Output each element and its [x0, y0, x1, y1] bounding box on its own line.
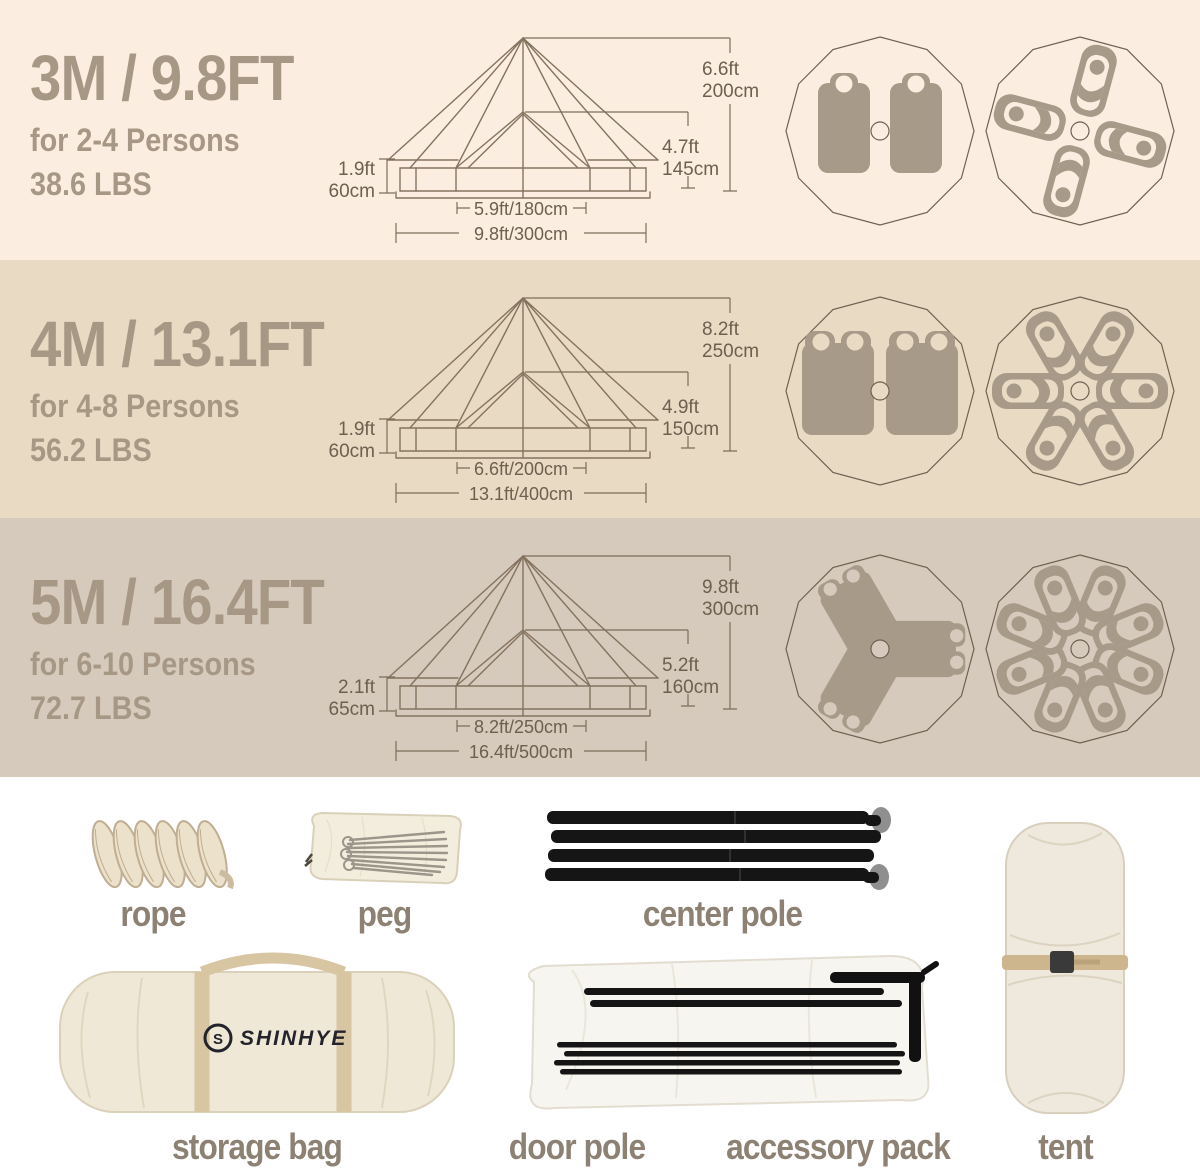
dim-total-width: 9.8ft/300cm: [473, 224, 569, 244]
rope-coils: [87, 818, 233, 890]
door-pole-accessory-image: [512, 950, 940, 1122]
dim-inner-width: 6.6ft/200cm: [473, 459, 569, 479]
dim-total-height-ft: 8.2ft: [702, 319, 739, 340]
peg-label: peg: [357, 893, 412, 934]
dim-inner-height-cm: 150cm: [662, 419, 720, 440]
tent-outline: [388, 38, 658, 198]
dim-wall-height-ft: 1.9ft: [338, 419, 375, 440]
floorplan-mattress-3m: [782, 33, 978, 229]
section-3m-titleblock: [30, 42, 329, 203]
accessory-pack-label: accessory pack: [726, 1126, 950, 1167]
tent-diagram-3m: [318, 26, 768, 254]
dim-total-height-ft: 9.8ft: [702, 577, 739, 598]
dim-total-width: 16.4ft/500cm: [468, 742, 574, 762]
dim-wall-height-ft: 2.1ft: [338, 677, 375, 698]
section-3m: [0, 0, 1200, 260]
section-5m-titleblock: [30, 566, 364, 727]
dim-inner-width: 5.9ft/180cm: [473, 199, 569, 219]
size-title: 5M / 16.4FT: [30, 566, 324, 638]
tent-diagram-4m: [318, 286, 768, 514]
dim-total-height-cm: 250cm: [702, 341, 760, 362]
center-pole-mark: [1071, 122, 1089, 140]
dim-inner-height-ft: 5.2ft: [662, 655, 699, 676]
pole-segments: [545, 807, 891, 890]
dim-wall-height-cm: 60cm: [328, 441, 375, 462]
dim-inner-height-cm: 145cm: [662, 159, 720, 180]
dim-total-height-cm: 300cm: [702, 599, 760, 620]
center-pole-mark: [871, 122, 889, 140]
section-5m: [0, 518, 1200, 777]
tent-roll-image: [988, 815, 1143, 1120]
dim-total-height-ft: 6.6ft: [702, 59, 739, 80]
sleeping-bag-icon: [1096, 373, 1168, 409]
logo-initial: S: [212, 1031, 224, 1048]
dim-inner-width: 8.2ft/250cm: [473, 717, 569, 737]
dim-wall-height-cm: 60cm: [328, 181, 375, 202]
tent-label: tent: [1038, 1126, 1093, 1167]
center-pole-label: center pole: [642, 893, 803, 934]
floorplan-mattress-4m: [782, 293, 978, 489]
size-title: 4M / 13.1FT: [30, 308, 324, 380]
dim-inner-height-ft: 4.7ft: [662, 137, 699, 158]
persons-subtitle: for 4-8 Persons: [30, 388, 240, 424]
logo-text: SHINHYE: [240, 1027, 348, 1050]
dim-total-width: 13.1ft/400cm: [468, 484, 574, 504]
mattress-icon: [890, 73, 942, 173]
storage-bag-image: [52, 948, 462, 1128]
weight-text: 38.6 LBS: [30, 166, 152, 202]
sleeping-bag-icon: [990, 91, 1069, 144]
center-pole-mark: [871, 640, 889, 658]
bag-handle: [202, 958, 344, 972]
sleeping-bag-icon: [1091, 118, 1170, 171]
floorplan-mattress-5m: [782, 551, 978, 747]
tent-outline: [388, 556, 658, 716]
sleeping-bag-icon: [992, 373, 1064, 409]
tent-outline: [388, 298, 658, 458]
weight-text: 72.7 LBS: [30, 690, 152, 726]
persons-subtitle: for 6-10 Persons: [30, 646, 256, 682]
persons-subtitle: for 2-4 Persons: [30, 122, 240, 158]
section-4m-titleblock: [30, 308, 364, 469]
double-mattress-icon: [886, 331, 958, 435]
dim-wall-height-ft: 1.9ft: [338, 159, 375, 180]
weight-text: 56.2 LBS: [30, 432, 152, 468]
components-section: [0, 777, 1200, 1172]
floorplan-sleepingbags-5m: [982, 551, 1178, 747]
sleeping-bag-icon: [1040, 142, 1093, 221]
storage-bag-label: storage bag: [172, 1126, 342, 1167]
rope-label: rope: [120, 893, 186, 934]
center-pole-image: [535, 803, 910, 898]
dim-wall-height-cm: 65cm: [328, 699, 375, 720]
dim-inner-height-ft: 4.9ft: [662, 397, 699, 418]
center-pole-mark: [1071, 640, 1089, 658]
strap-buckle: [1050, 951, 1074, 973]
rope-image: [68, 802, 238, 907]
peg-image: [302, 806, 467, 894]
center-pole-mark: [871, 382, 889, 400]
dim-inner-height-cm: 160cm: [662, 677, 720, 698]
double-mattress-icon: [802, 331, 874, 435]
dim-total-height-cm: 200cm: [702, 81, 760, 102]
size-title: 3M / 9.8FT: [30, 42, 294, 114]
mattress-icon: [818, 73, 870, 173]
center-pole-mark: [1071, 382, 1089, 400]
floorplan-sleepingbags-4m: [982, 293, 1178, 489]
tent-diagram-5m: [318, 544, 768, 772]
section-4m: [0, 260, 1200, 518]
door-pole-label: door pole: [508, 1126, 646, 1167]
sleeping-bag-icon: [1067, 41, 1120, 120]
floorplan-sleepingbags-3m: [982, 33, 1178, 229]
